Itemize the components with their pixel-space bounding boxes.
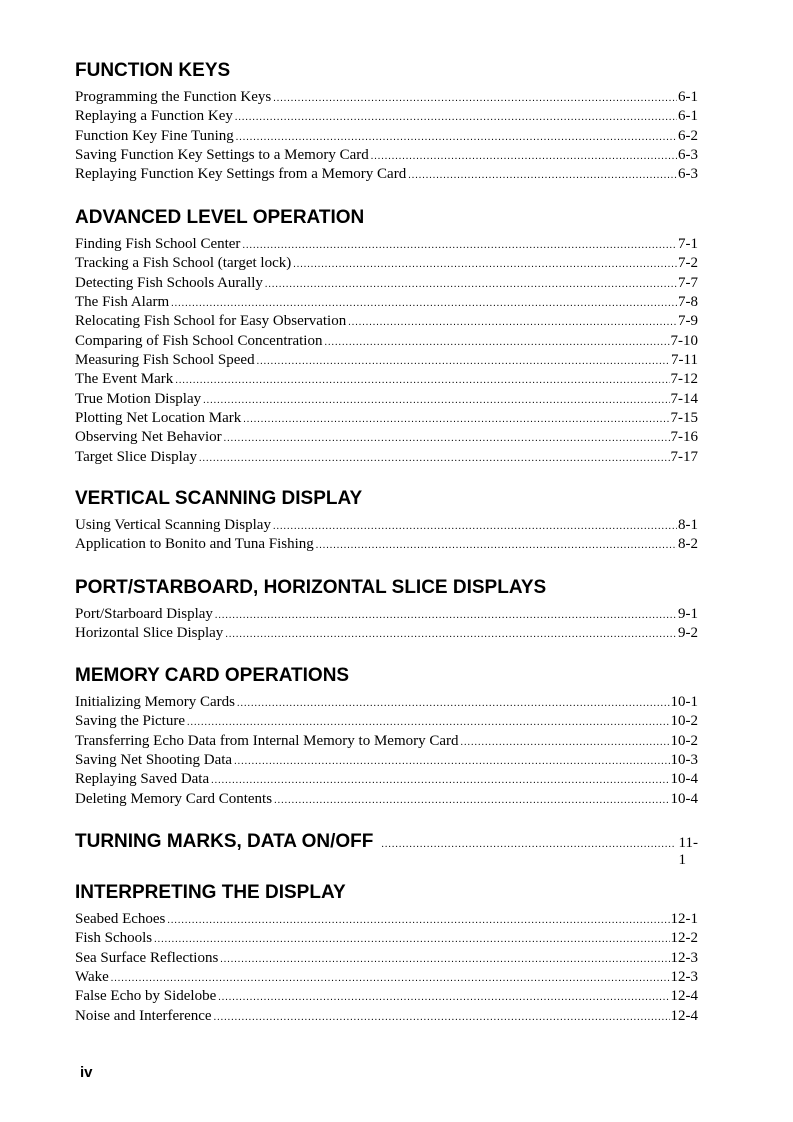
entry-label: Programming the Function Keys — [75, 89, 272, 105]
dot-leader — [236, 128, 677, 147]
dot-leader — [293, 255, 677, 274]
dot-leader — [215, 606, 677, 625]
entry-label: Measuring Fish School Speed — [75, 352, 255, 369]
entry-label: Replaying Function Key Settings from a Memory Card — [75, 166, 407, 183]
entry-label: Replaying a Function Key — [75, 108, 233, 125]
entry-label: The Event Mark — [75, 371, 174, 388]
dot-leader — [273, 517, 677, 536]
entry-label: Initializing Memory Cards — [75, 694, 235, 710]
toc-entry[interactable] — [75, 751, 698, 770]
dot-leader — [214, 1008, 670, 1027]
toc-entry[interactable] — [75, 409, 698, 428]
section-heading: FUNCTION KEYS — [75, 60, 231, 81]
toc-entry[interactable] — [75, 693, 698, 712]
dot-leader — [371, 147, 677, 166]
entry-page: 9-1 — [678, 606, 698, 622]
toc-entry[interactable] — [75, 770, 698, 789]
entry-page: 12-2 — [670, 930, 698, 947]
toc-entry[interactable] — [75, 274, 698, 293]
toc-entry[interactable] — [75, 351, 698, 370]
entry-page: 7-14 — [670, 390, 698, 407]
entry-page: 7-7 — [678, 274, 698, 291]
entry-page: 7-12 — [670, 371, 698, 388]
dot-leader — [225, 625, 677, 644]
toc-section-turning-marks[interactable] — [75, 831, 698, 869]
entry-page: 11-1 — [678, 835, 698, 868]
dot-leader — [199, 449, 670, 468]
dot-leader — [167, 911, 669, 930]
dot-leader — [461, 733, 670, 752]
toc-entry[interactable] — [75, 516, 698, 535]
dot-leader — [235, 108, 677, 127]
dot-leader — [203, 391, 669, 410]
entry-label: Using Vertical Scanning Display — [75, 517, 271, 533]
toc-entry[interactable] — [75, 448, 698, 467]
dot-leader — [218, 988, 669, 1007]
dot-leader — [408, 166, 677, 185]
entry-page: 10-3 — [670, 752, 698, 769]
entry-label: Plotting Net Location Mark — [75, 410, 242, 427]
entry-label: Wake — [75, 969, 109, 986]
toc-section-function-keys — [75, 60, 698, 185]
dot-leader — [175, 371, 669, 390]
dot-leader — [348, 313, 677, 332]
entry-page: 12-4 — [670, 1007, 698, 1024]
entry-page: 7-15 — [670, 410, 698, 427]
entry-page: 6-3 — [678, 147, 698, 164]
entry-label: Sea Surface Reflections — [75, 949, 219, 966]
entry-label: Replaying Saved Data — [75, 771, 210, 788]
toc-entry[interactable] — [75, 605, 698, 624]
toc-entry[interactable] — [75, 929, 698, 948]
toc-entry[interactable] — [75, 254, 698, 273]
toc-entry[interactable] — [75, 987, 698, 1006]
dot-leader — [154, 930, 669, 949]
entry-label: Comparing of Fish School Concentration — [75, 332, 323, 349]
toc-entry[interactable] — [75, 1007, 698, 1026]
entry-page: 7-1 — [678, 236, 698, 252]
entry-page: 10-4 — [670, 790, 698, 807]
entry-page: 12-1 — [670, 911, 698, 927]
entry-label: Port/Starboard Display — [75, 606, 213, 622]
toc-entry[interactable] — [75, 949, 698, 968]
dot-leader — [242, 236, 677, 255]
entry-label: Transferring Echo Data from Internal Memory to Memory Card — [75, 732, 459, 749]
dot-leader — [171, 294, 677, 313]
toc-entry[interactable] — [75, 535, 698, 554]
toc-entry[interactable] — [75, 146, 698, 165]
dot-leader — [243, 410, 669, 429]
entry-label: True Motion Display — [75, 390, 202, 407]
toc-section-interpreting-the-display — [75, 882, 698, 1026]
entry-label: Deleting Memory Card Contents — [75, 790, 273, 807]
dot-leader — [324, 333, 669, 352]
entry-page: 12-3 — [670, 969, 698, 986]
toc-entry[interactable] — [75, 107, 698, 126]
dot-leader — [111, 969, 670, 988]
dot-leader — [211, 771, 669, 790]
entry-label: Application to Bonito and Tuna Fishing — [75, 536, 314, 553]
section-heading: VERTICAL SCANNING DISPLAY — [75, 488, 363, 509]
entry-page: 12-4 — [670, 988, 698, 1005]
entry-label: Function Key Fine Tuning — [75, 127, 234, 144]
entry-page: 7-16 — [670, 429, 698, 446]
toc-section-advanced-level-operation — [75, 207, 698, 467]
section-heading: PORT/STARBOARD, HORIZONTAL SLICE DISPLAYS — [75, 577, 547, 598]
toc-entry[interactable] — [75, 235, 698, 254]
entry-page: 10-4 — [670, 771, 698, 788]
toc-entry[interactable] — [75, 910, 698, 929]
section-heading: TURNING MARKS, DATA ON/OFF — [75, 831, 374, 852]
toc-section-vertical-scanning-display — [75, 488, 698, 555]
entry-label: Saving the Picture — [75, 713, 185, 730]
page-number: iv — [80, 1064, 93, 1081]
toc-entry[interactable] — [75, 390, 698, 409]
toc-section-memory-card-operations — [75, 665, 698, 809]
entry-page: 7-9 — [678, 313, 698, 330]
entry-page: 6-3 — [678, 166, 698, 183]
entry-label: Seabed Echoes — [75, 911, 166, 927]
entry-page: 7-10 — [670, 332, 698, 349]
entry-label: False Echo by Sidelobe — [75, 988, 217, 1005]
dot-leader — [316, 536, 677, 555]
entry-label: Saving Net Shooting Data — [75, 752, 233, 769]
entry-page: 8-1 — [678, 517, 698, 533]
entry-page: 8-2 — [678, 536, 698, 553]
toc-entry[interactable] — [75, 370, 698, 389]
entry-label: Noise and Interference — [75, 1007, 212, 1024]
dot-leader — [265, 275, 677, 294]
toc-entry[interactable] — [75, 712, 698, 731]
dot-leader — [257, 352, 670, 371]
toc-entry[interactable] — [75, 624, 698, 643]
dot-leader — [381, 839, 675, 850]
entry-label: Detecting Fish Schools Aurally — [75, 274, 263, 291]
entry-page: 10-2 — [670, 732, 698, 749]
dot-leader — [224, 429, 670, 448]
dot-leader — [220, 950, 669, 969]
entry-label: Relocating Fish School for Easy Observation — [75, 313, 347, 330]
toc-entry[interactable] — [75, 428, 698, 447]
toc-entry[interactable] — [75, 127, 698, 146]
toc-entry[interactable] — [75, 88, 698, 107]
entry-page: 10-1 — [670, 694, 698, 710]
entry-page: 7-2 — [678, 255, 698, 272]
entry-label: The Fish Alarm — [75, 294, 170, 311]
entry-page: 9-2 — [678, 625, 698, 642]
entry-label: Saving Function Key Settings to a Memory Card — [75, 147, 369, 164]
toc-entry[interactable] — [75, 968, 698, 987]
toc-entry[interactable] — [75, 732, 698, 751]
dot-leader — [187, 713, 670, 732]
dot-leader — [274, 791, 669, 810]
entry-label: Observing Net Behavior — [75, 429, 222, 446]
toc-section-port-starboard — [75, 577, 698, 644]
entry-label: Target Slice Display — [75, 448, 197, 465]
entry-label: Horizontal Slice Display — [75, 625, 224, 642]
dot-leader — [234, 752, 669, 771]
entry-page: 6-1 — [678, 108, 698, 125]
entry-page: 12-3 — [670, 949, 698, 966]
section-heading: INTERPRETING THE DISPLAY — [75, 882, 346, 903]
entry-page: 7-11 — [671, 352, 698, 369]
toc-entry[interactable] — [75, 165, 698, 184]
dot-leader — [273, 89, 677, 108]
entry-page: 7-17 — [670, 448, 698, 465]
toc-entry[interactable] — [75, 293, 698, 312]
toc-entry[interactable] — [75, 332, 698, 351]
section-heading: ADVANCED LEVEL OPERATION — [75, 207, 365, 228]
entry-label: Tracking a Fish School (target lock) — [75, 255, 292, 272]
entry-label: Finding Fish School Center — [75, 236, 241, 252]
entry-page: 7-8 — [678, 294, 698, 311]
entry-page: 10-2 — [670, 713, 698, 730]
entry-label: Fish Schools — [75, 930, 153, 947]
entry-page: 6-1 — [678, 89, 698, 105]
toc-entry[interactable] — [75, 312, 698, 331]
dot-leader — [237, 694, 670, 713]
toc-entry[interactable] — [75, 790, 698, 809]
section-heading: MEMORY CARD OPERATIONS — [75, 665, 350, 686]
entry-page: 6-2 — [678, 127, 698, 144]
